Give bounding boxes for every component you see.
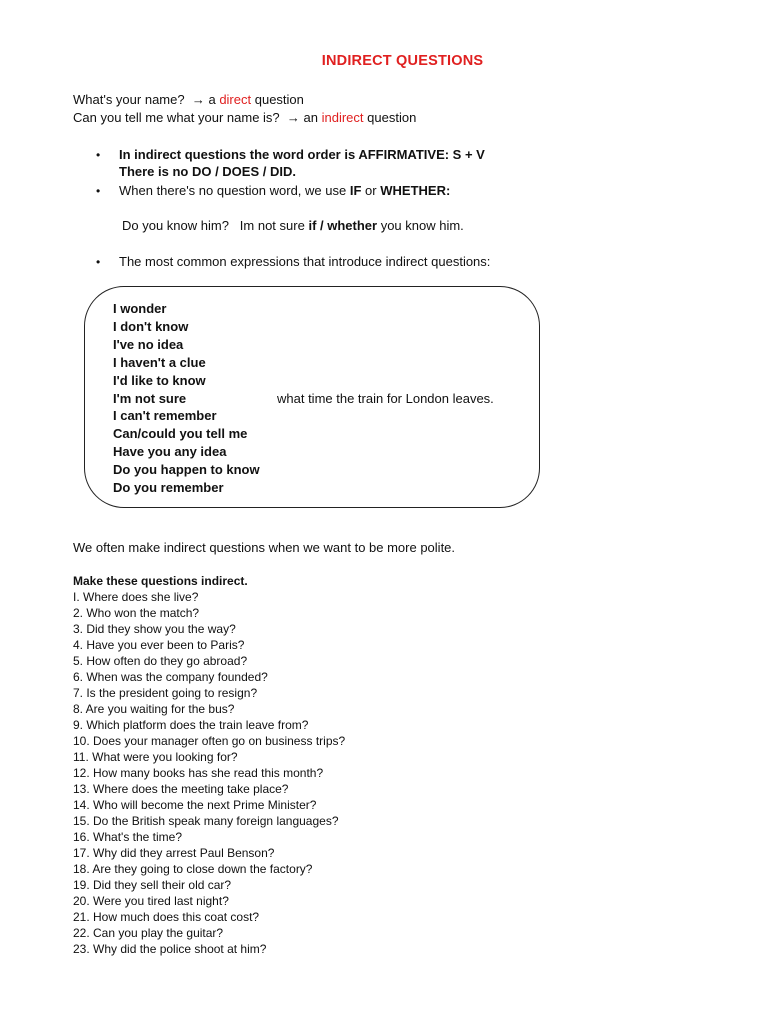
expression-item: Do you happen to know <box>113 462 260 478</box>
no-auxiliary-rule: There is no DO / DOES / DID. <box>119 164 296 179</box>
direct-example-line <box>73 91 304 109</box>
exercise-question: 2. Who won the match? <box>73 606 200 620</box>
indirect-highlight: indirect <box>321 110 364 125</box>
expression-item: I've no idea <box>113 336 184 352</box>
exercise-question: 14. Who will become the next Prime Minister? <box>73 798 317 812</box>
direct-highlight: direct <box>219 92 252 107</box>
expressions-completion: what time the train for London leaves. <box>277 391 494 406</box>
expression-item: I'm not sure <box>113 390 187 406</box>
bullet-icon: • <box>96 148 101 162</box>
exercise-question: 19. Did they sell their old car? <box>73 878 232 892</box>
if-whether-rule-text: When there's no question word, we use <box>119 183 347 198</box>
expression-item: I'd like to know <box>113 372 206 388</box>
exercise-question: 4. Have you ever been to Paris? <box>73 638 245 652</box>
exercise-question-list <box>73 589 345 957</box>
if-keyword: IF <box>349 183 362 198</box>
exercise-question: I. Where does she live? <box>73 590 199 604</box>
example-question: Do you know him? <box>122 218 229 233</box>
direct-suffix: question <box>254 92 304 107</box>
exercise-question: 10. Does your manager often go on business trips? <box>73 734 346 748</box>
exercise-question: 12. How many books has she read this month? <box>73 766 324 780</box>
arrow-icon: → <box>191 92 205 107</box>
exercise-question: 23. Why did the police shoot at him? <box>73 942 267 956</box>
page-title: INDIRECT QUESTIONS <box>321 53 484 69</box>
exercise-question: 15. Do the British speak many foreign languages? <box>73 814 339 828</box>
indirect-example-line <box>73 109 416 127</box>
exercise-question: 21. How much does this coat cost? <box>73 910 260 924</box>
arrow-icon: → <box>286 110 300 125</box>
indirect-suffix: question <box>367 110 417 125</box>
whether-keyword: WHETHER: <box>380 183 451 198</box>
indirect-article: an <box>303 110 318 125</box>
or-word: or <box>365 183 377 198</box>
expression-item: I haven't a clue <box>113 354 206 370</box>
exercise-question: 11. What were you looking for? <box>73 750 238 764</box>
polite-note: We often make indirect questions when we want to be more polite. <box>73 540 456 555</box>
if-whether-rule <box>119 182 450 200</box>
example-answer-end: you know him. <box>380 218 464 233</box>
indirect-example-question: Can you tell me what your name is? <box>73 110 280 125</box>
expressions-intro: The most common expressions that introduce indirect questions: <box>119 254 491 269</box>
direct-article: a <box>208 92 216 107</box>
word-order-rule: In indirect questions the word order is AFFIRMATIVE: S + V <box>119 147 485 162</box>
expression-item: I can't remember <box>113 408 217 424</box>
exercise-question: 9. Which platform does the train leave from? <box>73 718 309 732</box>
expression-item: Can/could you tell me <box>113 426 248 442</box>
exercise-question: 8. Are you waiting for the bus? <box>73 702 235 716</box>
bullet-icon: • <box>96 184 101 198</box>
expression-item: I wonder <box>113 301 167 316</box>
expression-item: Do you remember <box>113 480 224 495</box>
exercise-question: 17. Why did they arrest Paul Benson? <box>73 846 275 860</box>
exercise-question: 7. Is the president going to resign? <box>73 686 258 700</box>
exercise-heading: Make these questions indirect. <box>73 574 248 588</box>
example-answer-start: Im not sure <box>239 218 305 233</box>
exercise-question: 3. Did they show you the way? <box>73 622 236 636</box>
exercise-question: 6. When was the company founded? <box>73 670 268 684</box>
bullet-icon: • <box>96 255 101 269</box>
example-answer-keyword: if / whether <box>308 218 378 233</box>
exercise-question: 20. Were you tired last night? <box>73 894 229 908</box>
exercise-question: 18. Are they going to close down the factory? <box>73 862 313 876</box>
if-whether-example <box>122 217 464 235</box>
exercise-question: 13. Where does the meeting take place? <box>73 782 289 796</box>
direct-example-question: What's your name? <box>73 92 185 107</box>
exercise-question: 16. What's the time? <box>73 830 183 844</box>
expression-item: I don't know <box>113 318 189 334</box>
exercise-question: 22. Can you play the guitar? <box>73 926 224 940</box>
expression-item: Have you any idea <box>113 444 227 460</box>
exercise-question: 5. How often do they go abroad? <box>73 654 248 668</box>
